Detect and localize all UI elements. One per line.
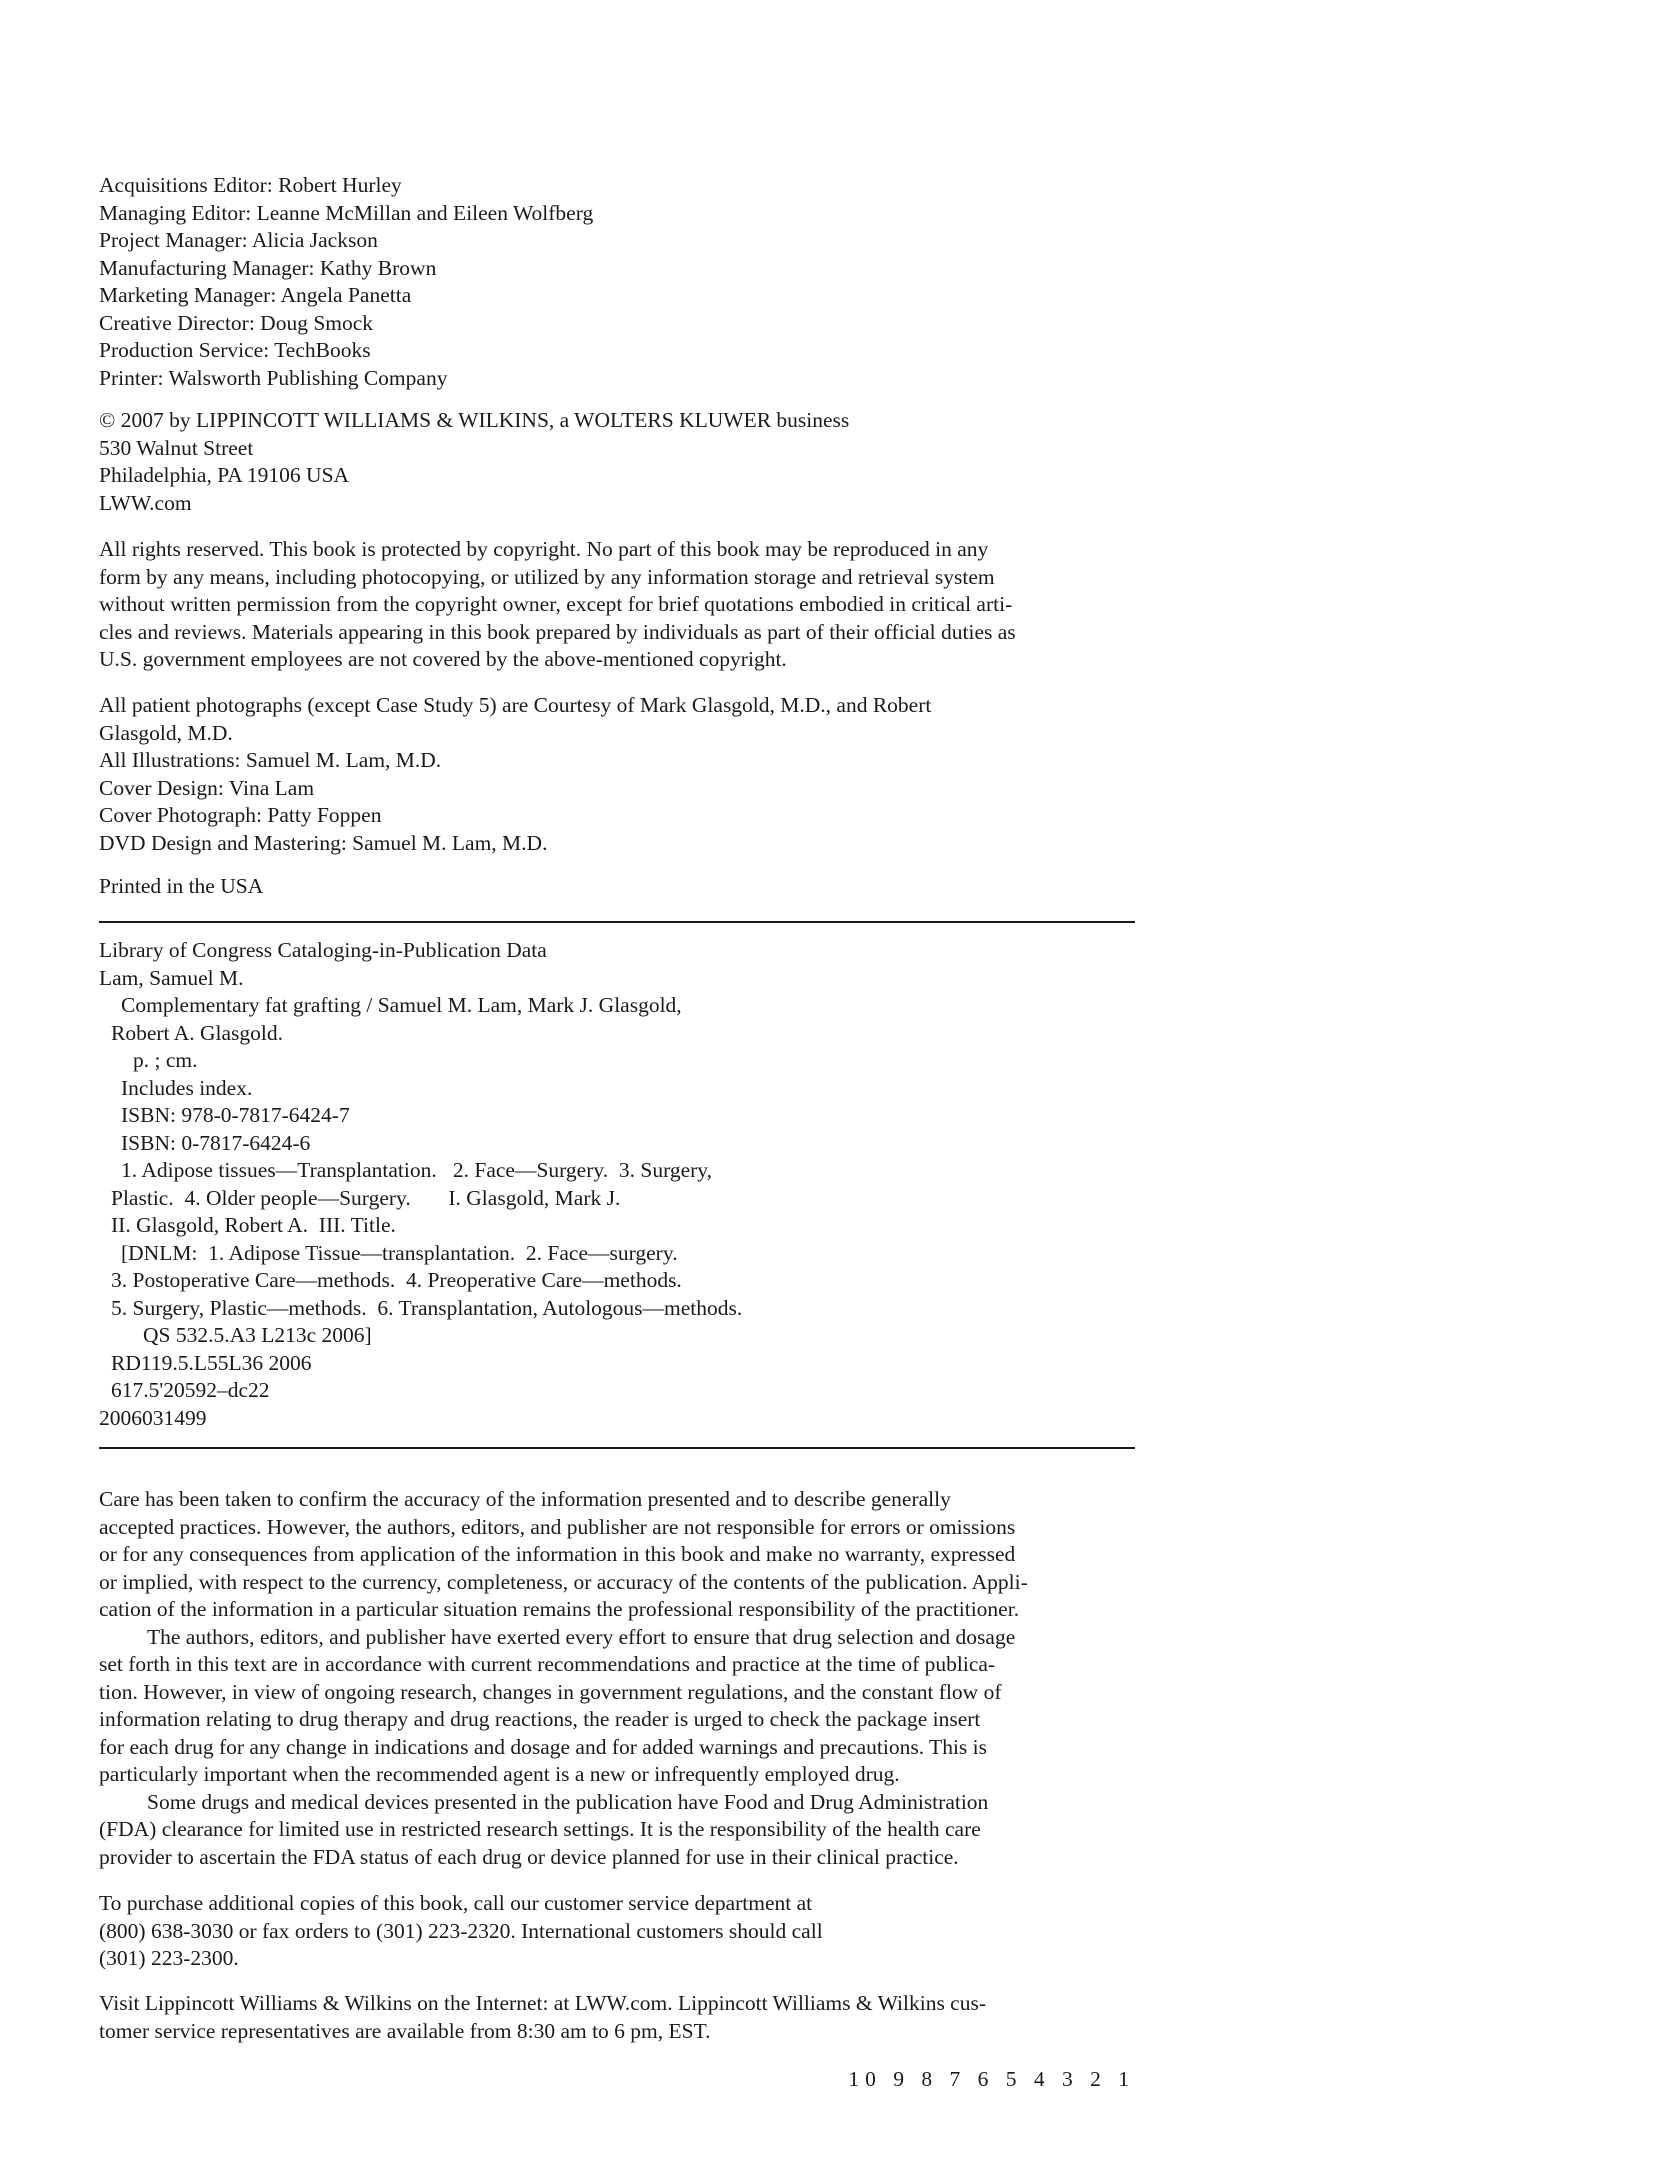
visit-website-info — [99, 1990, 1135, 2045]
cip-line: Plastic. 4. Older people—Surgery. I. Glasgold, Mark J. — [111, 1185, 621, 1210]
cip-line: RD119.5.L55L36 2006 — [111, 1350, 312, 1375]
cip-line: II. Glasgold, Robert A. III. Title. — [111, 1213, 396, 1237]
disclaimer-line: Some drugs and medical devices presented in the publication have Food and Drug Administration — [147, 1789, 989, 1814]
cip-line: p. ; cm. — [133, 1048, 198, 1072]
cip-line: 1. Adipose tissues—Transplantation. 2. Face—Surgery. 3. Surgery, — [121, 1158, 713, 1182]
credit-line: Marketing Manager: Angela Panetta — [99, 283, 412, 307]
disclaimer-line: tion. However, in view of ongoing research, changes in government regulations, and the constant flow of — [99, 1679, 1002, 1704]
disclaimer-line: information relating to drug therapy and drug reactions, the reader is urged to check the package insert — [99, 1707, 981, 1731]
photo-credit-line: DVD Design and Mastering: Samuel M. Lam, M.D. — [99, 830, 548, 855]
disclaimer-line: Care has been taken to confirm the accuracy of the information presented and to describe generally — [99, 1487, 951, 1511]
disclaimer-line: accepted practices. However, the authors, editors, and publisher are not responsible for errors or omissions — [99, 1514, 1016, 1539]
editorial-credits — [99, 172, 593, 392]
photo-credit-line: All patient photographs (except Case Study 5) are Courtesy of Mark Glasgold, M.D., and Robert — [99, 693, 932, 717]
visit-line: tomer service representatives are available from 8:30 am to 6 pm, EST. — [99, 2018, 711, 2043]
credit-line: Acquisitions Editor: Robert Hurley — [99, 173, 402, 197]
publisher-street: 530 Walnut Street — [99, 435, 254, 460]
cip-heading: Library of Congress Cataloging-in-Publication Data — [99, 938, 547, 962]
disclaimer-line: for each drug for any change in indications and dosage and for added warnings and precautions. This is — [99, 1734, 987, 1759]
rights-line: U.S. government employees are not covered by the above-mentioned copyright. — [99, 647, 787, 671]
cip-line: 5. Surgery, Plastic—methods. 6. Transplantation, Autologous—methods. — [111, 1295, 743, 1320]
purchase-line: To purchase additional copies of this book, call our customer service department at — [99, 1891, 813, 1915]
rights-line: All rights reserved. This book is protected by copyright. No part of this book may be reproduced in any — [99, 537, 989, 561]
disclaimer-line: The authors, editors, and publisher have exerted every effort to ensure that drug selection and dosage — [147, 1624, 1016, 1649]
cataloging-in-publication-data — [99, 937, 742, 1432]
purchase-line: (800) 638-3030 or fax orders to (301) 223-2320. International customers should call — [99, 1918, 823, 1943]
cip-line: Lam, Samuel M. — [99, 965, 244, 990]
cip-line: [DNLM: 1. Adipose Tissue—transplantation. 2. Face—surgery. — [121, 1240, 678, 1265]
copyright-notice: © 2007 by LIPPINCOTT WILLIAMS & WILKINS, a WOLTERS KLUWER business — [99, 408, 850, 432]
photo-credit-line: Cover Photograph: Patty Foppen — [99, 803, 382, 827]
disclaimer-line: particularly important when the recommended agent is a new or infrequently employed drug. — [99, 1762, 900, 1786]
purchase-line: (301) 223-2300. — [99, 1946, 239, 1970]
credit-line: Printer: Walsworth Publishing Company — [99, 365, 448, 390]
cip-line: 617.5'20592–dc22 — [111, 1378, 270, 1402]
disclaimer-line: or for any consequences from application of the information in this book and make no warranty, expressed — [99, 1542, 1016, 1566]
cip-line: 2006031499 — [99, 1405, 207, 1430]
cip-line: QS 532.5.A3 L213c 2006] — [143, 1323, 372, 1347]
publisher-block — [99, 407, 849, 517]
disclaimer-line: (FDA) clearance for limited use in restricted research settings. It is the responsibility of the health care — [99, 1817, 981, 1841]
rights-line: without written permission from the copyright owner, except for brief quotations embodied in critical arti- — [99, 592, 1013, 616]
cip-bottom-divider — [99, 1447, 1135, 1449]
rights-reserved-paragraph — [99, 536, 1135, 674]
cip-line: ISBN: 978-0-7817-6424-7 — [121, 1103, 350, 1127]
rights-line: form by any means, including photocopying, or utilized by any information storage and retrieval system — [99, 564, 995, 589]
photo-credits — [99, 692, 1135, 857]
publisher-city: Philadelphia, PA 19106 USA — [99, 463, 350, 487]
cip-line: ISBN: 0-7817-6424-6 — [121, 1130, 311, 1155]
disclaimer-paragraphs — [99, 1486, 1135, 1871]
disclaimer-line: or implied, with respect to the currency, completeness, or accuracy of the contents of the publication. Appli- — [99, 1569, 1028, 1594]
rights-line: cles and reviews. Materials appearing in this book prepared by individuals as part of their official duties as — [99, 619, 1016, 644]
disclaimer-line: provider to ascertain the FDA status of each drug or device planned for use in their clinical practice. — [99, 1844, 959, 1869]
credit-line: Managing Editor: Leanne McMillan and Eileen Wolfberg — [99, 200, 594, 225]
printed-in: Printed in the USA — [99, 874, 264, 898]
purchase-info — [99, 1890, 823, 1973]
disclaimer-line: set forth in this text are in accordance with current recommendations and practice at the time of publica- — [99, 1652, 996, 1676]
disclaimer-line: cation of the information in a particular situation remains the professional responsibility of the practitioner. — [99, 1597, 1020, 1621]
cip-line: Complementary fat grafting / Samuel M. Lam, Mark J. Glasgold, — [121, 993, 682, 1017]
visit-line: Visit Lippincott Williams & Wilkins on the Internet: at LWW.com. Lippincott Williams & Wilkins cus- — [99, 1991, 987, 2015]
publisher-web: LWW.com — [99, 490, 192, 515]
cip-line: Robert A. Glasgold. — [111, 1020, 283, 1045]
photo-credit-line: Glasgold, M.D. — [99, 720, 233, 745]
cip-top-divider — [99, 921, 1135, 923]
credit-line: Manufacturing Manager: Kathy Brown — [99, 255, 437, 280]
credit-line: Production Service: TechBooks — [99, 338, 371, 362]
credit-line: Project Manager: Alicia Jackson — [99, 228, 378, 252]
printing-number-line: 10 9 8 7 6 5 4 3 2 1 — [848, 2067, 1135, 2091]
credit-line: Creative Director: Doug Smock — [99, 310, 374, 335]
cip-line: Includes index. — [121, 1075, 253, 1100]
cip-line: 3. Postoperative Care—methods. 4. Preoperative Care—methods. — [111, 1268, 682, 1292]
photo-credit-line: All Illustrations: Samuel M. Lam, M.D. — [99, 748, 442, 772]
photo-credit-line: Cover Design: Vina Lam — [99, 775, 315, 800]
